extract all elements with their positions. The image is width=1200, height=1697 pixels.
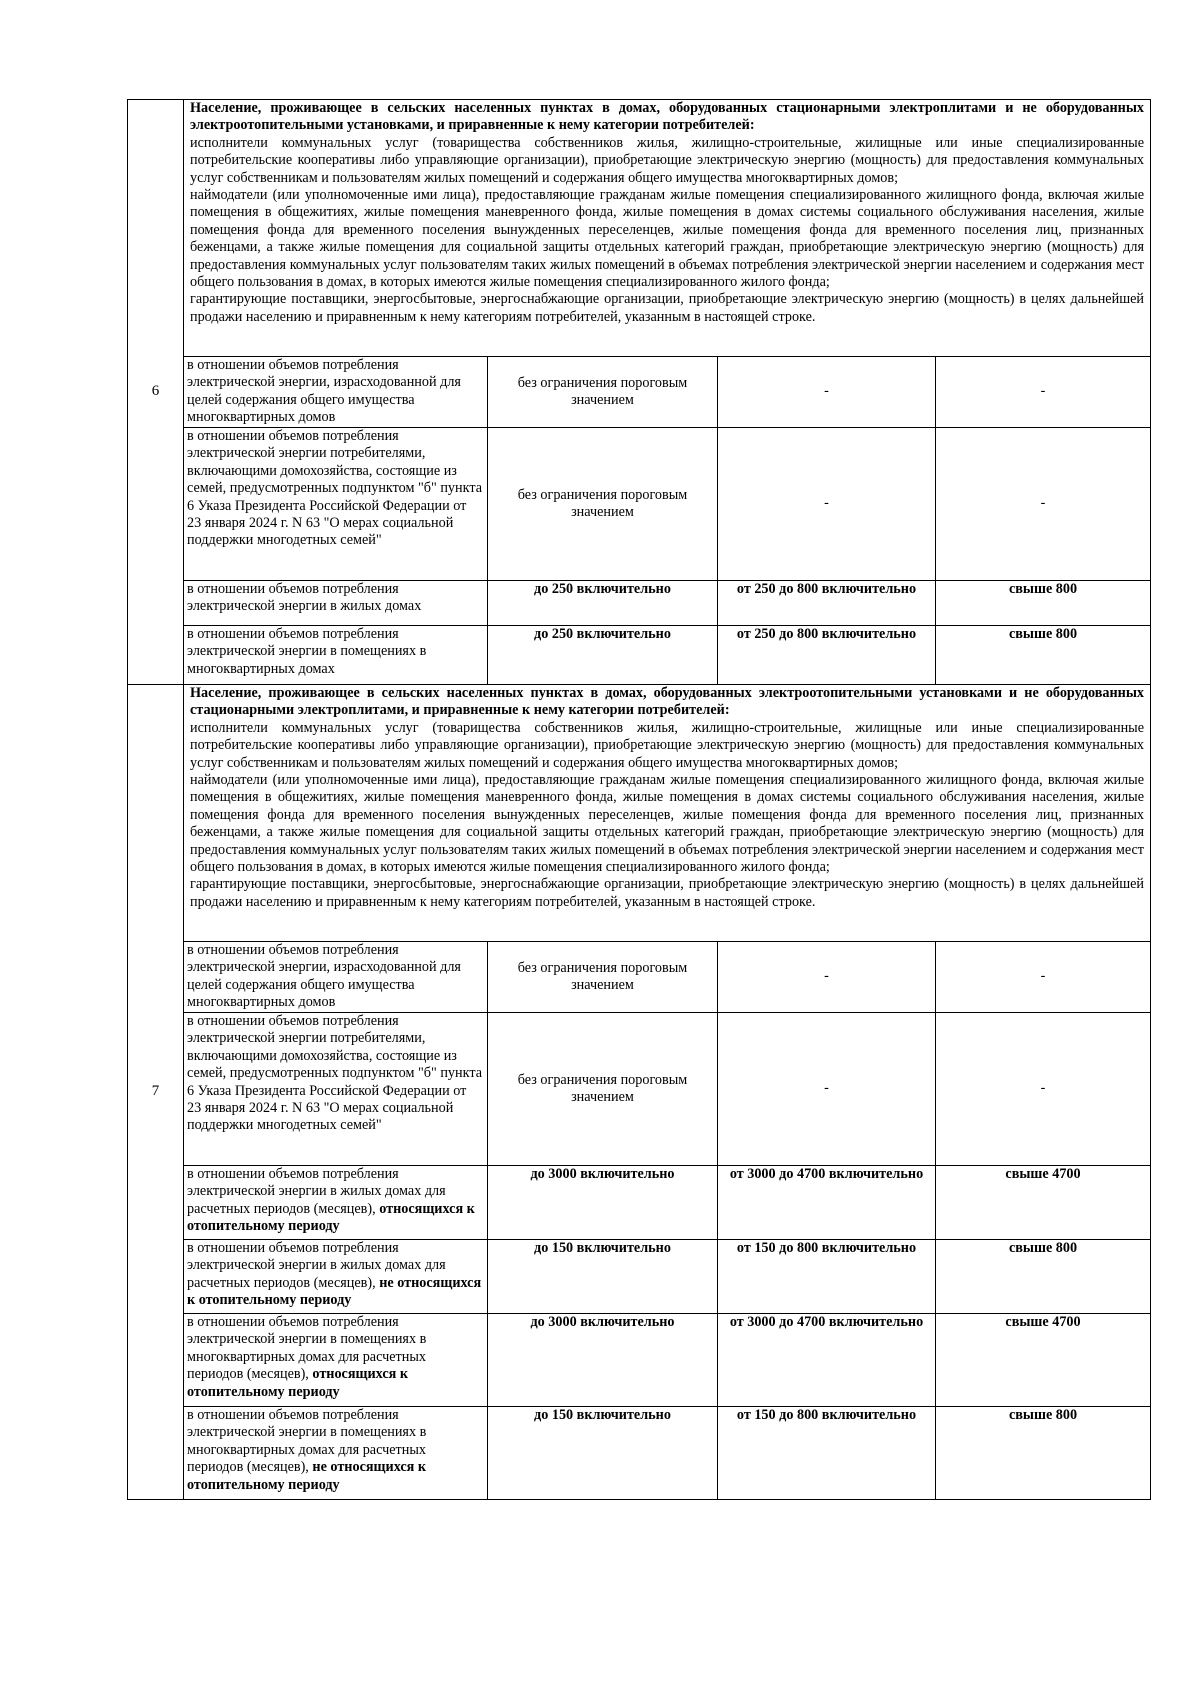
- range-first: до 3000 включительно: [488, 1166, 718, 1240]
- table-row: [128, 1407, 1151, 1500]
- section-heading: Население, проживающее в сельских населенных пунктах в домах, оборудованных электроотопительными установками и не оборудованных стационарными электроплитами, и приравненные к нему категории потребителей:: [190, 685, 1145, 719]
- range-third: свыше 800: [936, 626, 1151, 685]
- row-number: 6: [128, 100, 184, 685]
- table-row: [128, 626, 1151, 685]
- range-second: от 150 до 800 включительно: [718, 1407, 936, 1500]
- volume-description-text: в отношении объемов потребления электрической энергии в помещениях в многоквартирных домах для расчетных периодов (месяцев),: [187, 1314, 427, 1383]
- range-third: свыше 800: [936, 1407, 1151, 1500]
- table-row: [128, 581, 1151, 626]
- range-third: свыше 800: [936, 581, 1151, 626]
- range-third: свыше 800: [936, 1240, 1151, 1314]
- section-paragraph: исполнители коммунальных услуг (товарищества собственников жилья, жилищно-строительные, жилищные или иные специализированные потребительские кооперативы либо управляющие организации), приобретающие электрическую энергию (мощность) для предоставления коммунальных услуг собственникам и пользователям жилых помещений и содержания общего имущества многоквартирных домов;: [190, 719, 1145, 771]
- range-second: -: [718, 357, 936, 428]
- range-third: -: [936, 357, 1151, 428]
- volume-description-text: в отношении объемов потребления электрической энергии в жилых домах для расчетных периодов (месяцев),: [187, 1240, 446, 1291]
- range-second: -: [718, 942, 936, 1013]
- table-row: [128, 1240, 1151, 1314]
- volume-description: в отношении объемов потребления электрической энергии, израсходованной для целей содержания общего имущества многоквартирных домов: [184, 942, 488, 1013]
- range-second: от 3000 до 4700 включительно: [718, 1166, 936, 1240]
- table-row: [128, 357, 1151, 428]
- range-third: свыше 4700: [936, 1314, 1151, 1407]
- range-third: -: [936, 942, 1151, 1013]
- range-first: до 150 включительно: [488, 1240, 718, 1314]
- volume-description: в отношении объемов потребления электрической энергии, израсходованной для целей содержания общего имущества многоквартирных домов: [184, 357, 488, 428]
- section-paragraph: гарантирующие поставщики, энергосбытовые, энергоснабжающие организации, приобретающие электрическую энергию (мощность) в целях дальнейшей продажи населению и приравненным к нему категориям потребителей, указанным в настоящей строке.: [190, 876, 1145, 910]
- range-third: -: [936, 428, 1151, 581]
- volume-description: в отношении объемов потребления электрической энергии в помещениях в многоквартирных домах: [184, 626, 488, 685]
- section-description: [184, 685, 1151, 942]
- range-second: от 3000 до 4700 включительно: [718, 1314, 936, 1407]
- section-header-row: [128, 100, 1151, 357]
- range-first: до 3000 включительно: [488, 1314, 718, 1407]
- range-first: без ограничения пороговым значением: [488, 428, 718, 581]
- volume-description: [184, 1240, 488, 1314]
- heating-period-label: не относящихся к отопительному периоду: [187, 1274, 482, 1309]
- volume-description: в отношении объемов потребления электрической энергии в жилых домах: [184, 581, 488, 626]
- section-paragraph: исполнители коммунальных услуг (товарищества собственников жилья, жилищно-строительные, жилищные или иные специализированные потребительские кооперативы либо управляющие организации), приобретающие электрическую энергию (мощность) для предоставления коммунальных услуг собственникам и пользователям жилых помещений и содержания общего имущества многоквартирных домов;: [190, 134, 1145, 186]
- range-first: до 150 включительно: [488, 1407, 718, 1500]
- heating-period-label: относящихся к отопительному периоду: [187, 1200, 475, 1235]
- range-first: до 250 включительно: [488, 581, 718, 626]
- range-third: свыше 4700: [936, 1166, 1151, 1240]
- section-heading: Население, проживающее в сельских населенных пунктах в домах, оборудованных стационарными электроплитами и не оборудованных электроотопительными установками, и приравненные к нему категории потребителей:: [190, 100, 1145, 134]
- volume-description: [184, 1166, 488, 1240]
- volume-description: [184, 1314, 488, 1407]
- range-second: от 250 до 800 включительно: [718, 581, 936, 626]
- range-second: от 150 до 800 включительно: [718, 1240, 936, 1314]
- range-first: без ограничения пороговым значением: [488, 357, 718, 428]
- section-paragraph: наймодатели (или уполномоченные ими лица), предоставляющие гражданам жилые помещения специализированного жилищного фонда, включая жилые помещения в общежитиях, жилые помещения маневренного фонда, жилые помещения в домах системы социального обслуживания населения, жилые помещения фонда для временного поселения вынужденных переселенцев, жилые помещения фонда для временного поселения лиц, признанных беженцами, а также жилые помещения для социальной защиты отдельных категорий граждан, приобретающие электрическую энергию (мощность) для предоставления коммунальных услуг пользователям таких жилых помещений в объемах потребления электрической энергии населением и содержания мест общего пользования в домах, в которых имеются жилые помещения специализированного жилого фонда;: [190, 187, 1145, 291]
- volume-description: [184, 1407, 488, 1500]
- table-row: [128, 1166, 1151, 1240]
- document-page: [127, 99, 1150, 1500]
- volume-description: в отношении объемов потребления электрической энергии потребителями, включающими домохозяйства, состоящие из семей, предусмотренных подпунктом "б" пункта 6 Указа Президента Российской Федерации от 23 января 2024 г. N 63 "О мерах социальной поддержки многодетных семей": [184, 1013, 488, 1166]
- range-third: -: [936, 1013, 1151, 1166]
- heating-period-label: не относящихся к отопительному периоду: [187, 1459, 427, 1493]
- heating-period-label: относящихся к отопительному периоду: [187, 1366, 409, 1400]
- range-second: -: [718, 428, 936, 581]
- range-first: без ограничения пороговым значением: [488, 1013, 718, 1166]
- volume-description-text: в отношении объемов потребления электрической энергии в помещениях в многоквартирных домах для расчетных периодов (месяцев),: [187, 1407, 427, 1476]
- table-row: [128, 1013, 1151, 1166]
- range-first: без ограничения пороговым значением: [488, 942, 718, 1013]
- table-row: [128, 1314, 1151, 1407]
- tariff-table: [127, 99, 1151, 1500]
- table-row: [128, 942, 1151, 1013]
- section-paragraph: наймодатели (или уполномоченные ими лица), предоставляющие гражданам жилые помещения специализированного жилищного фонда, включая жилые помещения в общежитиях, жилые помещения маневренного фонда, жилые помещения в домах системы социального обслуживания населения, жилые помещения фонда для временного поселения вынужденных переселенцев, жилые помещения фонда для временного поселения лиц, признанных беженцами, а также жилые помещения для социальной защиты отдельных категорий граждан, приобретающие электрическую энергию (мощность) для предоставления коммунальных услуг пользователям таких жилых помещений в объемах потребления электрической энергии населением и содержания мест общего пользования в домах, в которых имеются жилые помещения специализированного жилого фонда;: [190, 772, 1145, 876]
- row-number: 7: [128, 685, 184, 1500]
- table-row: [128, 428, 1151, 581]
- section-description: [184, 100, 1151, 357]
- volume-description-text: в отношении объемов потребления электрической энергии в жилых домах для расчетных периодов (месяцев),: [187, 1166, 446, 1217]
- volume-description: в отношении объемов потребления электрической энергии потребителями, включающими домохозяйства, состоящие из семей, предусмотренных подпунктом "б" пункта 6 Указа Президента Российской Федерации от 23 января 2024 г. N 63 "О мерах социальной поддержки многодетных семей": [184, 428, 488, 581]
- range-second: -: [718, 1013, 936, 1166]
- section-header-row: [128, 685, 1151, 942]
- range-second: от 250 до 800 включительно: [718, 626, 936, 685]
- range-first: до 250 включительно: [488, 626, 718, 685]
- section-paragraph: гарантирующие поставщики, энергосбытовые, энергоснабжающие организации, приобретающие электрическую энергию (мощность) в целях дальнейшей продажи населению и приравненным к нему категориям потребителей, указанным в настоящей строке.: [190, 291, 1145, 325]
